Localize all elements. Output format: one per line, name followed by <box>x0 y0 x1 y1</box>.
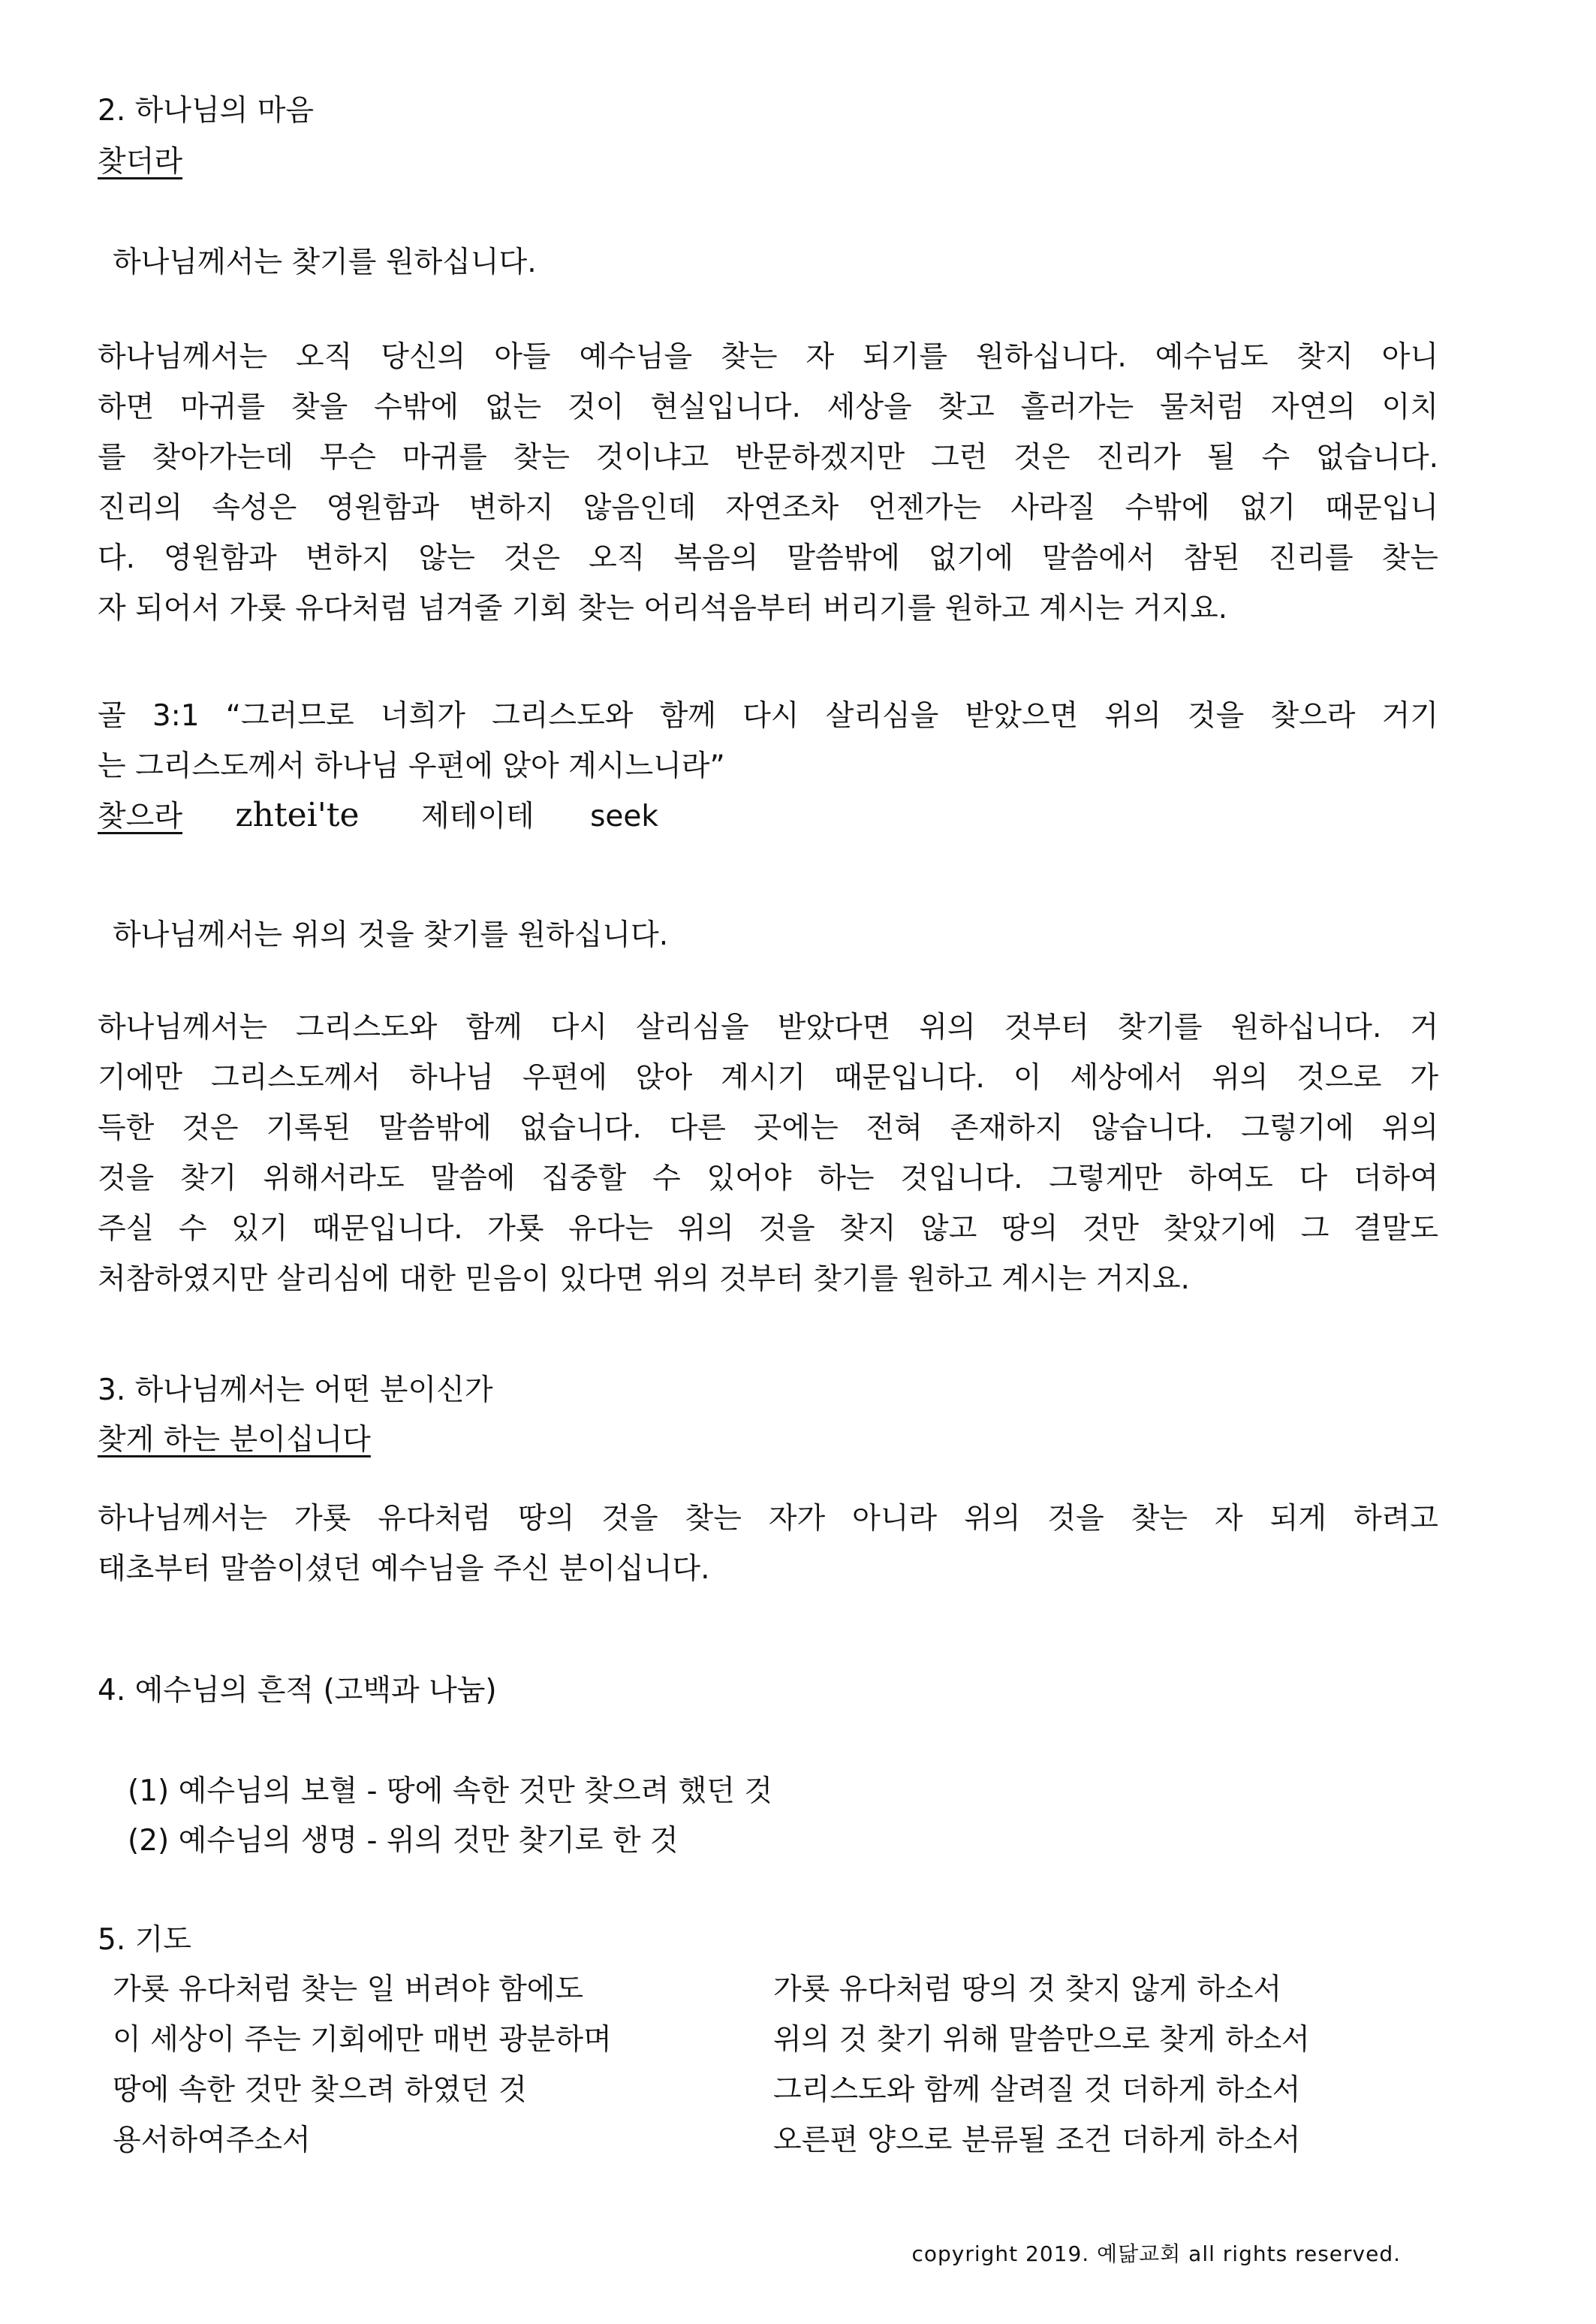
section-4-heading: 4. 예수님의 흔적 (고백과 나눔) <box>98 1674 497 1708</box>
word-korean: 찾으라 <box>98 800 183 833</box>
section-2-summary: 하나님께서는 찾기를 원하십니다. <box>113 246 537 279</box>
prayer-right-line: 오른편 양으로 분류될 조건 더하게 하소서 <box>773 2124 1301 2157</box>
paragraph-line: 기에만 그리스도께서 하나님 우편에 앉아 계시기 때문입니다. 이 세상에서 위의 것으로 가 <box>98 1061 1438 1095</box>
word-greek: zhtei'te <box>235 796 360 834</box>
copyright-footer: copyright 2019. 예닮교회 all rights reserved. <box>911 2241 1401 2266</box>
prayer-left-line: 가룟 유다처럼 찾는 일 버려야 함에도 <box>113 1973 584 2006</box>
word-transliteration: 제테이테 <box>420 800 535 833</box>
paragraph-line: 다. 영원함과 변하지 않는 것은 오직 복음의 말씀밖에 없기에 말씀에서 참된 진리를 찾는 <box>98 541 1438 575</box>
prayer-right-line: 가룟 유다처럼 땅의 것 찾지 않게 하소서 <box>773 1973 1282 2006</box>
paragraph-line: 자 되어서 가룟 유다처럼 넘겨줄 기회 찾는 어리석음부터 버리기를 원하고 계시는 거지요. <box>98 592 1228 625</box>
bible-verse <box>98 691 1438 791</box>
section-2-paragraph-1 <box>98 332 1438 634</box>
prayer-right-line: 위의 것 찾기 위해 말씀만으로 찾게 하소서 <box>773 2023 1310 2057</box>
prayer-left-line: 땅에 속한 것만 찾으려 하였던 것 <box>113 2073 527 2107</box>
section-3-heading: 3. 하나님께서는 어떤 분이신가 <box>98 1373 493 1407</box>
section-3-subheading: 찾게 하는 분이십니다 <box>98 1423 371 1457</box>
paragraph-line: 하면 마귀를 찾을 수밖에 없는 것이 현실입니다. 세상을 찾고 흘러가는 물처럼 자연의 이치 <box>98 390 1438 424</box>
paragraph-line: 하나님께서는 가룟 유다처럼 땅의 것을 찾는 자가 아니라 위의 것을 찾는 자 되게 하려고 <box>98 1502 1438 1536</box>
paragraph-line: 태초부터 말씀이셨던 예수님을 주신 분이십니다. <box>98 1552 710 1586</box>
word-study <box>98 796 658 834</box>
list-item: (1) 예수님의 보혈 - 땅에 속한 것만 찾으려 했던 것 <box>128 1774 773 1808</box>
verse-line: 는 그리스도께서 하나님 우편에 앉아 계시느니라” <box>98 749 725 783</box>
prayer-left-line: 용서하여주소서 <box>113 2124 311 2157</box>
section-2-subheading: 찾더라 <box>98 145 183 179</box>
paragraph-line: 것을 찾기 위해서라도 말씀에 집중할 수 있어야 하는 것입니다. 그렇게만 하여도 다 더하여 <box>98 1162 1438 1195</box>
section-3-paragraph <box>98 1494 1438 1594</box>
paragraph-line: 처참하였지만 살리심에 대한 믿음이 있다면 위의 것부터 찾기를 원하고 계시는 거지요. <box>98 1262 1190 1296</box>
section-5-heading: 5. 기도 <box>98 1923 191 1957</box>
prayer-right-line: 그리스도와 함께 살려질 것 더하게 하소서 <box>773 2073 1301 2107</box>
paragraph-line: 하나님께서는 오직 당신의 아들 예수님을 찾는 자 되기를 원하십니다. 예수님도 찾지 아니 <box>98 340 1438 374</box>
verse-line: 골 3:1 “그러므로 너희가 그리스도와 함께 다시 살리심을 받았으면 위의 것을 찾으라 거기 <box>98 699 1438 733</box>
word-english: seek <box>590 800 658 833</box>
list-item: (2) 예수님의 생명 - 위의 것만 찾기로 한 것 <box>128 1824 679 1858</box>
paragraph-line: 주실 수 있기 때문입니다. 가룟 유다는 위의 것을 찾지 않고 땅의 것만 찾았기에 그 결말도 <box>98 1212 1438 1246</box>
prayer-left-line: 이 세상이 주는 기회에만 매번 광분하며 <box>113 2023 612 2057</box>
paragraph-line: 진리의 속성은 영원함과 변하지 않음인데 자연조차 언젠가는 사라질 수밖에 없기 때문입니 <box>98 491 1438 525</box>
paragraph-line: 득한 것은 기록된 말씀밖에 없습니다. 다른 곳에는 전혀 존재하지 않습니다. 그렇기에 위의 <box>98 1111 1438 1145</box>
paragraph-line: 하나님께서는 그리스도와 함께 다시 살리심을 받았다면 위의 것부터 찾기를 원하십니다. 거 <box>98 1011 1438 1044</box>
section-2-summary-2: 하나님께서는 위의 것을 찾기를 원하십니다. <box>113 918 669 952</box>
section-2-heading: 2. 하나님의 마음 <box>98 94 315 128</box>
section-2-paragraph-2 <box>98 1002 1438 1304</box>
paragraph-line: 를 찾아가는데 무슨 마귀를 찾는 것이냐고 반문하겠지만 그런 것은 진리가 될 수 없습니다. <box>98 441 1438 475</box>
